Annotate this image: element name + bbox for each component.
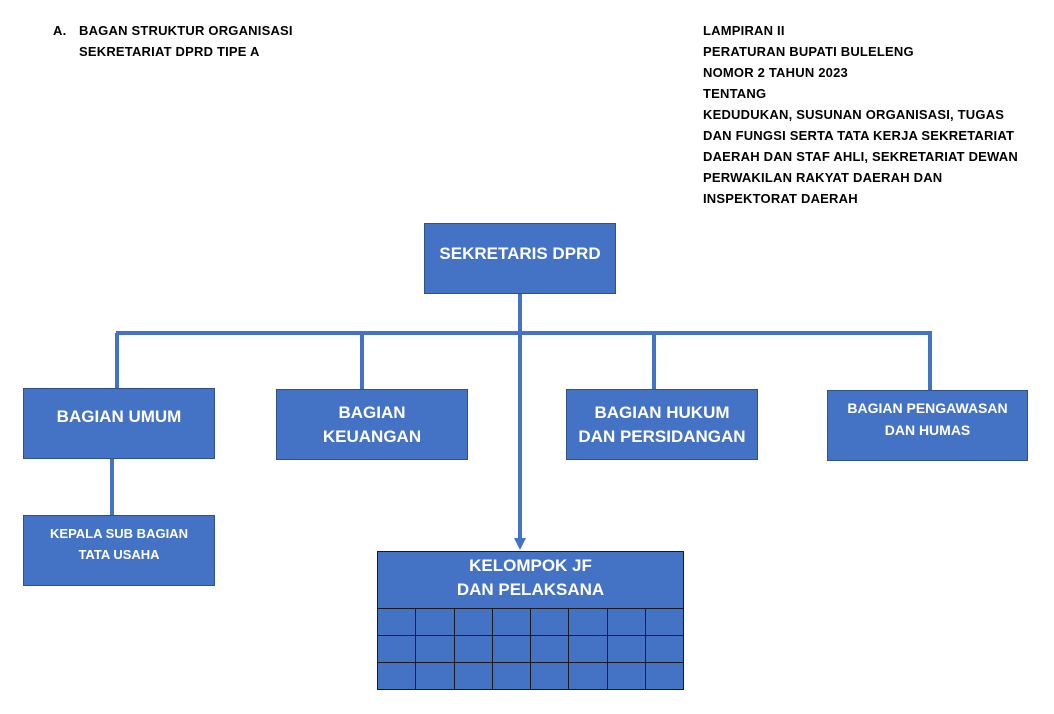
grid-cell	[645, 609, 683, 636]
reference-line: PERWAKILAN RAKYAT DAERAH DAN	[703, 170, 943, 185]
node-bagian-hukum	[566, 389, 758, 460]
grid-cell	[454, 609, 492, 636]
grid-cell	[454, 663, 492, 690]
grid-cell	[569, 663, 607, 690]
chart-title-line1: BAGAN STRUKTUR ORGANISASI	[79, 23, 293, 38]
node-label-line1: KEPALA SUB BAGIAN	[50, 526, 188, 541]
reference-line: INSPEKTORAT DAERAH	[703, 191, 858, 206]
node-bagian-keuangan	[276, 389, 468, 460]
grid-cell	[416, 609, 454, 636]
node-label-line2: TATA USAHA	[78, 546, 160, 562]
reference-line: DAN FUNGSI SERTA TATA KERJA SEKRETARIAT	[703, 128, 1015, 143]
reference-line: KEDUDUKAN, SUSUNAN ORGANISASI, TUGAS	[703, 107, 1005, 122]
reference-line: PERATURAN BUPATI BULELENG	[703, 44, 914, 59]
node-label: SEKRETARIS DPRD	[439, 244, 601, 263]
node-label-line1: KELOMPOK JF	[469, 556, 592, 575]
arrow-head	[514, 538, 526, 550]
node-bagian-umum	[23, 388, 215, 459]
kelompok-jf-grid	[377, 608, 684, 690]
grid-cell	[378, 609, 416, 636]
reference-line: NOMOR 2 TAHUN 2023	[703, 65, 848, 80]
node-kepala-sub-bagian	[23, 515, 215, 586]
grid-cell	[645, 636, 683, 663]
node-label-line2: DAN PERSIDANGAN	[578, 426, 746, 446]
node-label: BAGIAN UMUM	[56, 407, 182, 426]
grid-cell	[492, 636, 530, 663]
node-label-line2: DAN HUMAS	[884, 422, 971, 439]
node-label-line1: BAGIAN HUKUM	[594, 402, 730, 422]
grid-cell	[416, 663, 454, 690]
reference-line: TENTANG	[703, 86, 767, 101]
node-label-line2: KEUANGAN	[322, 426, 422, 446]
grid-cell	[492, 663, 530, 690]
grid-cell	[492, 609, 530, 636]
grid-row	[378, 609, 684, 636]
grid-cell	[416, 636, 454, 663]
node-label-line1: BAGIAN PENGAWASAN	[847, 400, 1008, 416]
reference-line: DAERAH DAN STAF AHLI, SEKRETARIAT DEWAN	[703, 149, 1018, 164]
grid-cell	[607, 636, 645, 663]
grid-row	[378, 636, 684, 663]
section-marker: A.	[53, 23, 67, 38]
grid-cell	[531, 609, 569, 636]
grid-cell	[378, 636, 416, 663]
chart-title-line2: SEKRETARIAT DPRD TIPE A	[79, 44, 260, 59]
node-bagian-pengawasan	[827, 390, 1028, 461]
node-sekretaris-dprd	[424, 223, 616, 294]
grid-cell	[531, 636, 569, 663]
grid-cell	[569, 636, 607, 663]
grid-cell	[607, 609, 645, 636]
node-kelompok-jf	[377, 551, 684, 609]
grid-cell	[378, 663, 416, 690]
grid-cell	[645, 663, 683, 690]
node-label-line1: BAGIAN	[338, 402, 406, 422]
grid-row	[378, 663, 684, 690]
grid-cell	[569, 609, 607, 636]
grid-cell	[531, 663, 569, 690]
reference-line: LAMPIRAN II	[703, 23, 785, 38]
grid-cell	[607, 663, 645, 690]
grid-cell	[454, 636, 492, 663]
node-label-line2: DAN PELAKSANA	[456, 579, 605, 599]
